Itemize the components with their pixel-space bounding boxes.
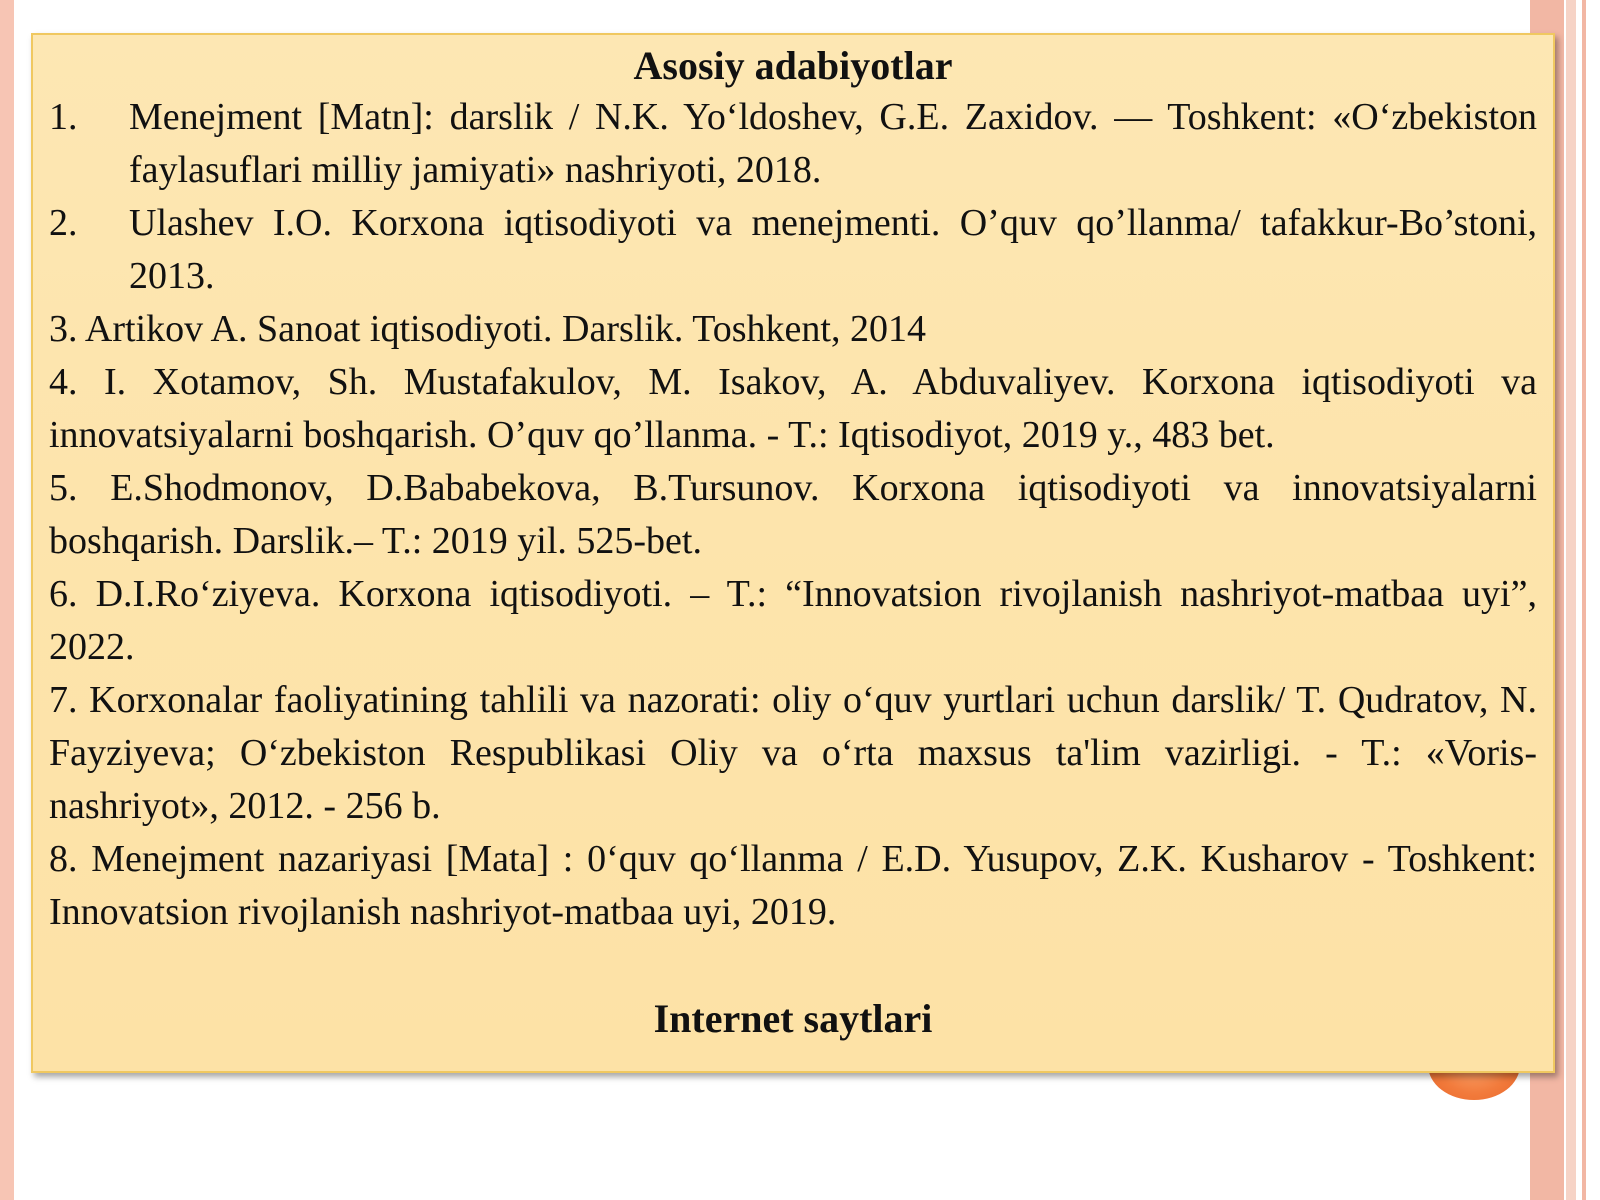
reference-item-4: 4. I. Xotamov, Sh. Mustafakulov, M. Isakov, A. Abduvaliyev. Korxona iqtisodiyoti va innovatsiyalarni boshqarish. O’quv qo’llanma. - T.: Iqtisodiyot, 2019 y., 483 bet. [49,361,1537,456]
reference-item-2 [49,197,1537,303]
spacer [49,939,1537,992]
reference-item-1 [49,91,1537,197]
main-heading: Asosiy adabiyotlar [633,43,953,88]
right-decor-stripe-inner [1566,0,1576,1200]
internet-sites-heading: Internet saytlari [653,996,933,1041]
reference-number: 2. [49,202,78,244]
references-box [31,33,1555,1073]
reference-item-5: 5. E.Shodmonov, D.Bababekova, B.Tursunov. Korxona iqtisodiyoti va innovatsiyalarni boshqarish. Darslik.– T.: 2019 yil. 525-bet. [49,467,1537,562]
reference-text: Menejment [Matn]: darslik / N.K. Yo‘ldoshev, G.E. Zaxidov. — Toshkent: «O‘zbekiston faylasuflari milliy jamiyati» nashriyoti, 2018. [129,96,1537,191]
left-decor-stripe [0,0,14,1200]
reference-text: Ulashev I.O. Korxona iqtisodiyoti va menejmenti. O’quv qo’llanma/ tafakkur-Bo’stoni, 2013. [129,202,1537,297]
reference-item-8: 8. Menejment nazariyasi [Mata] : 0‘quv qo‘llanma / E.D. Yusupov, Z.K. Kusharov - Toshkent: Innovatsion rivojlanish nashriyot-matbaa uyi, 2019. [49,838,1537,933]
reference-item-6: 6. D.I.Ro‘ziyeva. Korxona iqtisodiyoti. – T.: “Innovatsion rivojlanish nashriyot-matbaa uyi”, 2022. [49,573,1537,668]
reference-number: 1. [49,96,78,138]
reference-item-3: 3. Artikov A. Sanoat iqtisodiyoti. Darslik. Toshkent, 2014 [49,308,926,350]
right-decor-line [1582,0,1586,1200]
reference-item-7: 7. Korxonalar faoliyatining tahlili va nazorati: oliy o‘quv yurtlari uchun darslik/ T. Qudratov, N. Fayziyeva; O‘zbekiston Respublikasi Oliy va o‘rta maxsus ta'lim vazirligi. - T.: «Voris-nashriyot», 2012. - 256 b. [49,679,1537,827]
